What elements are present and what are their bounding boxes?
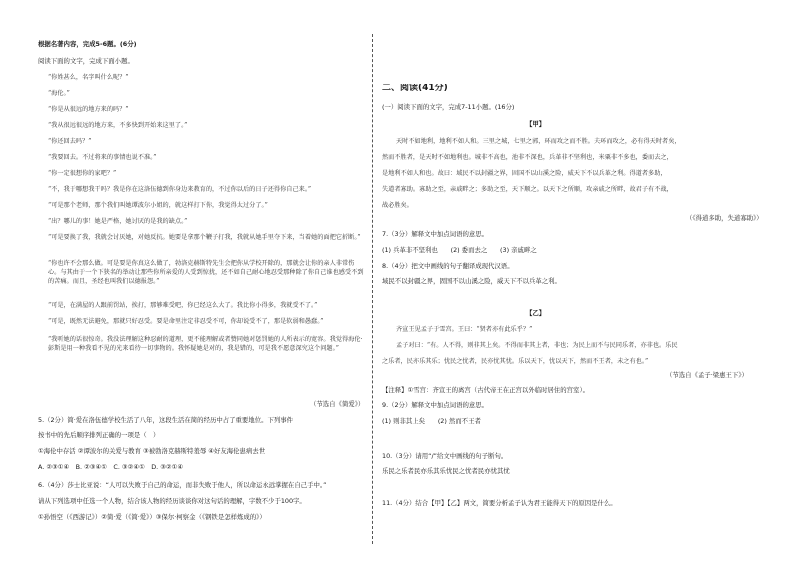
passage-jia-label: 【甲】 [526,120,546,128]
dialog-line: “可是要换了我，我就会讨厌她，对她反抗。她要是拿那个鞭子打我，我就从她手里夺下来，当着她的面把它折断。” [48,234,361,241]
passage-jia-line: 战必胜矣。 [382,202,413,209]
question-7-items: (1) 兵革非不坚利也 (2) 委而去之 (3) 亲戚畔之 [382,246,537,254]
question-6-line: 请从下列选项中任选一个人物，结合该人物的经历谈谈你对这句话的理解，字数不少于100字。 [38,497,306,505]
left-column [0,0,372,562]
passage-jia-line: 然而不胜者，是天时不如地利也。城非不高也，池非不深也，兵革非不坚利也，米粟非不多也，委而去之， [382,154,673,161]
sub-section-prompt: (一）阅读下面的文字，完成7-11小题。(16分) [382,103,515,111]
dialog-line: “你也许不会那么做。可是要是你真这么做了，勃洛克赫斯特先生会把你从学校开除的，那就会让你的亲人非常伤心。与其由于一个下狭名的举动让那些你所亲爱的人受到惊扰，还不如自己耐心地忍受那种除了你自己谁也感受不到的苦痛。而且，圣经也叫我们以德报怨。” [48,260,364,285]
passage-jia-line: 失道者寡助。寡助之至，亲戚畔之；多助之至，天下顺之。以天下之所顺，攻亲戚之所畔，故君子有不战， [382,186,673,193]
dialog-line: “我要回去。不过将来的事情也说不准。” [48,154,157,161]
passage-yi-label: 【乙】 [526,309,546,317]
dialog-line: “海伦。” [48,90,70,97]
question-6-line: 6.（4分）莎士比亚说：“人可以失败于自己的命运，而非失败于他人，所以命运永远掌握在自己手中。” [38,481,327,489]
dialog-line: “你还回去吗？” [48,138,92,145]
passage-yi-line: 之乐者，民亦乐其乐；忧民之忧者，民亦忧其忧。乐以天下，忧以天下，然而不王者，未之有也。” [382,358,649,365]
dialog-line: “不，我于哪想我干吗？我是你在这洛伍德到你身边来教育的，不过你以后的日子还得你自己来。” [48,186,312,193]
dialog-line: “你姓甚么，名字叫什么呢？” [48,74,129,81]
passage-jia-line: 是地利不如人和也。故曰：域民不以封疆之界，固国不以山溪之险，威天下不以兵革之利。得道者多助， [382,170,667,177]
question-11: 11.（4分）结合【甲】【乙】两文，简要分析孟子认为君王能得天下的原因是什么。 [382,499,617,507]
passage-jia-source: （《得道多助，失道寡助》） [686,214,763,222]
question-10: 10.（3分）请用“/”给文中画线的句子断句。 [382,452,508,460]
question-5-line: 5.（2分）简·爱在洛伍德学校生活了八年，这段生活在简的经历中占了重要地位。下列事件 [38,416,294,424]
dialog-line: “我听她的话很惊奇。我没法理解这种忍耐的道理，更不能理解或者赞同她对惩罚她的人所表示的宽容。我觉得海伦·彭斯是用一种我看不见的光来看待一切事物的。我怀疑她是对的，我是错的，可是我不愿意深究这个问题。” [48,336,363,352]
intro-line: 根据名著内容，完成5-6题。(6分) [38,40,137,48]
passage-jia-line: 天时不如地利，地利不如人和。三里之城，七里之郭，环而攻之而不胜。夫环而攻之，必有得天时者矣， [396,138,681,145]
dialog-line: “我从很远很远的地方来，不多快到开始来这里了。” [48,122,188,129]
passage-yi-line: 孟子对曰：“有。人不得，则非其上矣。不得而非其上者，非也；为民上而不与民同乐者，亦非也。乐民 [396,342,678,349]
question-7: 7.（3分）解释文中加点词语的意思。 [382,230,489,238]
question-5-line: 按书中的先后顺序排列正确的一项是（ ） [38,431,160,439]
question-8-text: 域民不以封疆之界，固国不以山溪之险，威天下不以兵革之利。 [382,277,561,285]
section-heading: 二、阅读(41分) [382,84,448,93]
question-6-options: ①孙悟空（《西游记》）②简·爱（《简·爱》）③保尔·柯察金（《钢铁是怎样炼成的》） [38,513,266,521]
dialog-line: “可是，在满屋的人跟前罚站，挨打，那够难受吧，你已经这么大了。我比你小得多，我就受不了。” [48,302,318,309]
annotation-note: 【注释】①雪宫：齐宣王的离宫（古代帝王在正宫以外临时居住的宫室）。 [382,386,590,394]
dialog-line: “可是那个老师，那个我们叫她谭波尔小姐的，就这样打下你，我觉得太过分了。” [48,202,268,209]
question-5-options: A. ②③①④ B. ②③④① C. ③②④① D. ③②①④ [38,463,184,471]
question-9: 9.（2分）解释文中加点词语的意思。 [382,401,489,409]
passage-yi-line: 齐宣王见孟子于雪宫。王曰：“贤者亦有此乐乎？” [396,326,533,333]
question-8: 8.（4分）把文中画线的句子翻译成现代汉语。 [382,262,514,270]
source-note: （节选自《简爱》） [310,400,365,408]
question-10-text: 乐民之乐者民亦乐其乐忧民之忧者民亦忧其忧 [382,467,510,475]
question-5-line: ①海伦中存活 ②谭波尔的关爱与教育 ③被勃洛克赫斯特羞辱 ④好友海伦患病去世 [38,447,266,455]
column-divider [372,34,373,544]
read-prompt: 阅读下面的文字，完成下面小题。 [38,57,134,65]
passage-yi-source: （节选自《孟子·梁惠王下》） [666,371,748,379]
right-column [376,0,794,562]
dialog-line: “你是从很远的地方来的吗？” [48,106,129,113]
dialog-line: “出？哪儿的事！她是严格，她讨厌的是我的缺点。” [48,218,188,225]
question-9-items: (1) 则非其上矣 (2) 然而不王者 [382,417,481,425]
dialog-line: “你一定很想你的家吧？” [48,170,117,177]
dialog-line: “可是，既然无法避免，那就只好忍受。要是命里注定非忍受不可，你却说受不了，那是软弱和愚蠢。” [48,318,324,325]
